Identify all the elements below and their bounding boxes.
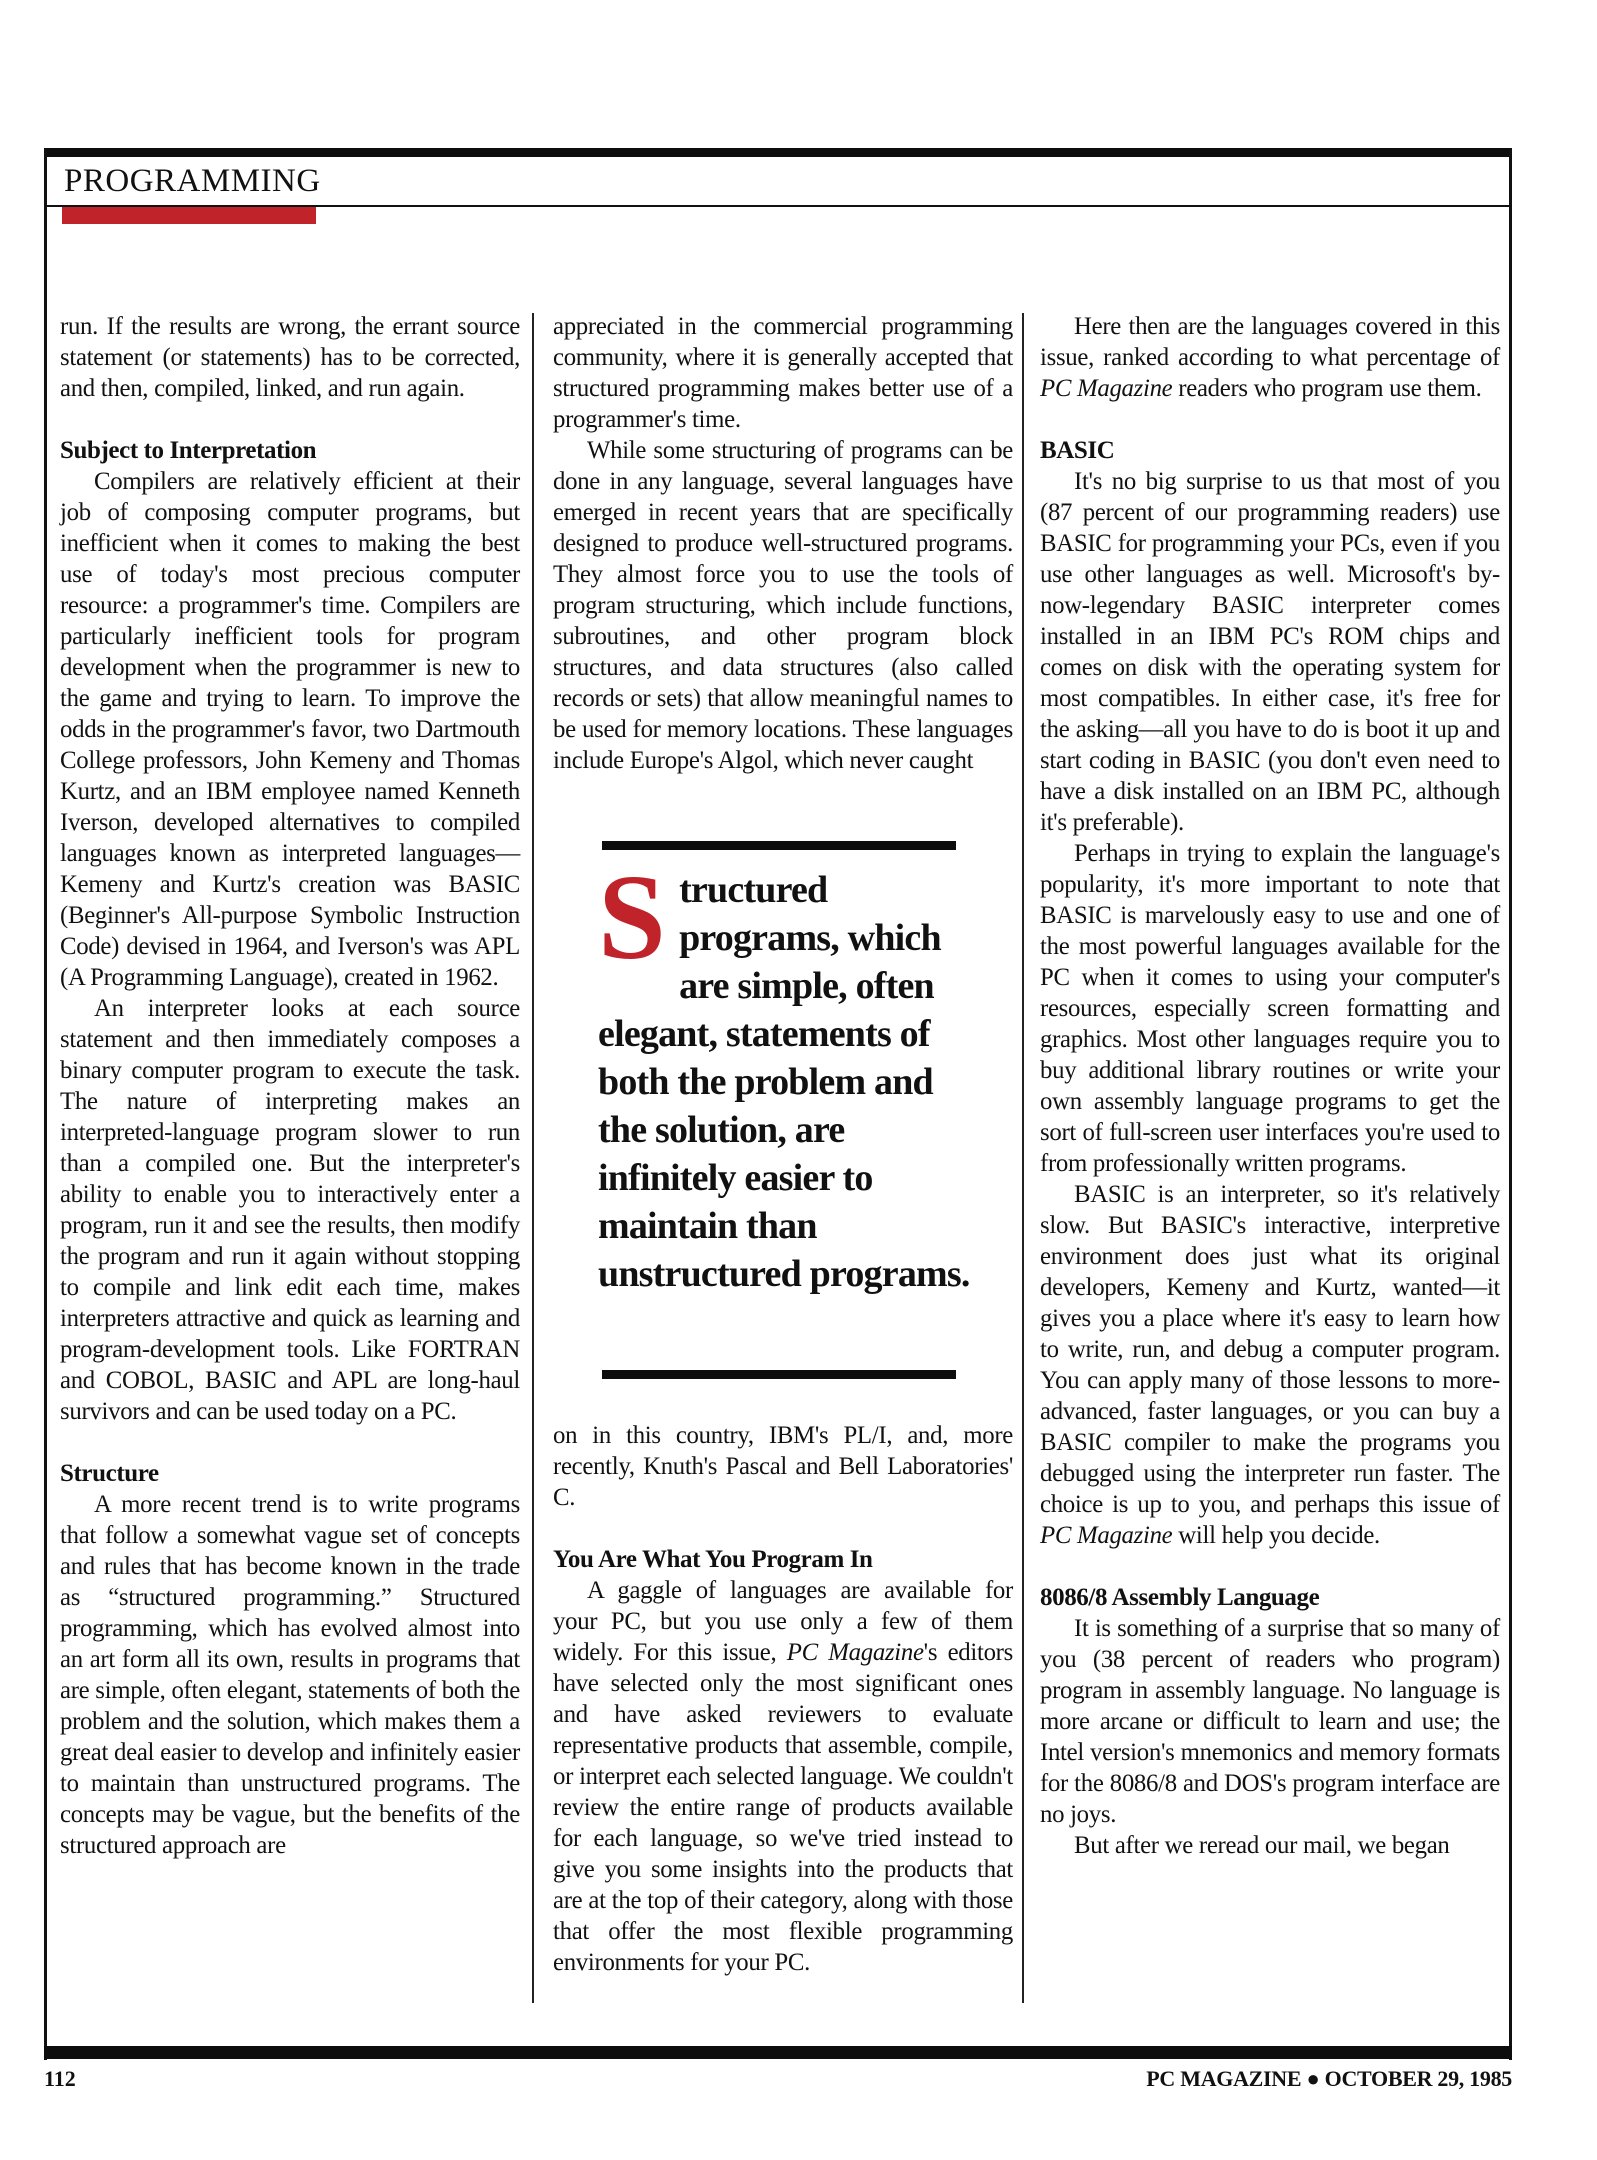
column-divider: [1022, 313, 1024, 2003]
pullquote-bottom-rule: [602, 1370, 956, 1379]
paragraph: A gaggle of languages are available for your PC, but you use only a few of them widely. For this issue, PC Magazine's editors have selected only the most significant ones and have asked reviewers to evaluate representative products that assemble, compile, or interpret each selected language. We couldn't review the entire range of products available for each language, so we've tried instead to give you some insights into the products that are at the top of their category, along with those that offer the most flexible programming environments for your PC.: [553, 1577, 1013, 1976]
subheading-interpretation: Subject to Interpretation: [60, 437, 317, 464]
paragraph: It is something of a surprise that so many of you (38 percent of readers who program) program in assembly language. No language is more arcane or difficult to learn and use; the Intel version's mnemonics and memory formats for the 8086/8 and DOS's program interface are no joys.: [1040, 1615, 1500, 1828]
pullquote-text: tructured programs, which are simple, often elegant, statements of both the problem and the solution, are infinitely easier to maintain than unstructured programs.: [598, 869, 970, 1295]
paragraph: Here then are the languages covered in this issue, ranked according to what percentage of PC Magazine readers who program use them.: [1040, 313, 1500, 402]
paragraph: While some structuring of programs can be done in any language, several languages have emerged in recent years that are specifically designed to produce well-structured programs. They almost force you to use the tools of program structuring, which include functions, subroutines, and other program block structures, and data structures (also called records or sets) that allow meaningful names to be used for memory locations. These languages include Europe's Algol, which never caught: [553, 437, 1013, 774]
top-rule: [44, 148, 1512, 157]
paragraph: It's no big surprise to us that most of you (87 percent of our programming readers) use BASIC for programming your PCs, even if you use other languages as well. Microsoft's by-now-legendary BASIC interpreter comes installed in an IBM PC's ROM chips and comes on disk with the operating system for most compatibles. In either case, it's free for the asking—all you have to do is boot it up and start coding in BASIC (you don't even need to have a disk installed on an IBM PC, although it's preferable).: [1040, 468, 1500, 836]
frame-right-rule: [1509, 148, 1512, 2060]
column-divider: [532, 313, 534, 2003]
paragraph: An interpreter looks at each source statement and then immediately composes a binary computer program to execute the task. The nature of interpreting makes an interpreted-language program slower to run than a compiled one. But the interpreter's ability to enable you to interactively enter a program, run it and see the results, then modify the program and run it again without stopping to compile and link edit each time, makes interpreters attractive and quick as learning and program-development tools. Like FORTRAN and COBOL, BASIC and APL are long-haul survivors and can be used today on a PC.: [60, 995, 520, 1425]
subheading-program-in: You Are What You Program In: [553, 1546, 873, 1573]
paragraph: run. If the results are wrong, the errant source statement (or statements) has to be corrected, and then, compiled, linked, and run again.: [60, 313, 520, 402]
bottom-rule: [44, 2046, 1512, 2059]
pullquote-dropcap: S: [598, 850, 666, 985]
subheading-structure: Structure: [60, 1460, 159, 1487]
paragraph: appreciated in the commercial programming community, where it is generally accepted that structured programming makes better use of a programmer's time.: [553, 313, 1013, 433]
article-column-1: [60, 311, 520, 1861]
pullquote-top-rule: [602, 841, 956, 850]
section-accent-bar: [62, 207, 316, 224]
subheading-basic: BASIC: [1040, 437, 1115, 464]
article-column-3: [1040, 311, 1500, 1861]
magazine-title: PC Magazine: [786, 1639, 924, 1666]
frame-left-rule: [44, 148, 47, 2060]
article-column-2-top: [553, 311, 1013, 776]
magazine-title: PC Magazine: [1040, 1522, 1173, 1549]
paragraph: on in this country, IBM's PL/I, and, more recently, Knuth's Pascal and Bell Laboratories' C.: [553, 1422, 1013, 1511]
magazine-title: PC Magazine: [1040, 375, 1173, 402]
publication-line: PC MAGAZINE ● OCTOBER 29, 1985: [1146, 2066, 1512, 2091]
article-column-2-bottom: [553, 1420, 1013, 1978]
subheading-assembly: 8086/8 Assembly Language: [1040, 1584, 1320, 1611]
pullquote: [598, 850, 978, 1298]
paragraph: But after we reread our mail, we began: [1074, 1832, 1450, 1859]
paragraph: BASIC is an interpreter, so it's relatively slow. But BASIC's interactive, interpretive environment does just what its original developers, Kemeny and Kurtz, wanted—it gives you a place where it's easy to learn how to write, run, and debug a computer program. You can apply many of those lessons to more-advanced, faster languages, or you can buy a BASIC compiler to make the programs you debugged using the interpreter run faster. The choice is up to you, and perhaps this issue of PC Magazine will help you decide.: [1040, 1181, 1500, 1549]
paragraph: A more recent trend is to write programs that follow a somewhat vague set of concepts and rules that has become known in the trade as “structured programming.” Structured programming, which has evolved almost into an art form all its own, results in programs that are simple, often elegant, statements of both the problem and the solution, which makes them a great deal easier to develop and infinitely easier to maintain than unstructured programs. The concepts may be vague, but the benefits of the structured approach are: [60, 1491, 520, 1859]
page-number: 112: [44, 2066, 76, 2091]
paragraph: Perhaps in trying to explain the language's popularity, it's more important to note that BASIC is marvelously easy to use and one of the most powerful languages available for the PC when it comes to using your computer's resources, especially screen formatting and graphics. Most other languages require you to buy additional library routines or write your own assembly language programs to get the sort of full-screen user interfaces you're used to from professionally written programs.: [1040, 840, 1500, 1177]
paragraph: Compilers are relatively efficient at their job of composing computer programs, but inefficient when it comes to making the best use of today's most precious computer resource: a programmer's time. Compilers are particularly inefficient tools for program development when the programmer is new to the game and trying to learn. To improve the odds in the programmer's favor, two Dartmouth College professors, John Kemeny and Thomas Kurtz, and an IBM employee named Kenneth Iverson, developed alternatives to compiled languages known as interpreted languages—Kemeny and Kurtz's creation was BASIC (Beginner's All-purpose Symbolic Instruction Code) devised in 1964, and Iverson's was APL (A Programming Language), created in 1962.: [60, 468, 520, 991]
section-label: PROGRAMMING: [64, 163, 321, 199]
